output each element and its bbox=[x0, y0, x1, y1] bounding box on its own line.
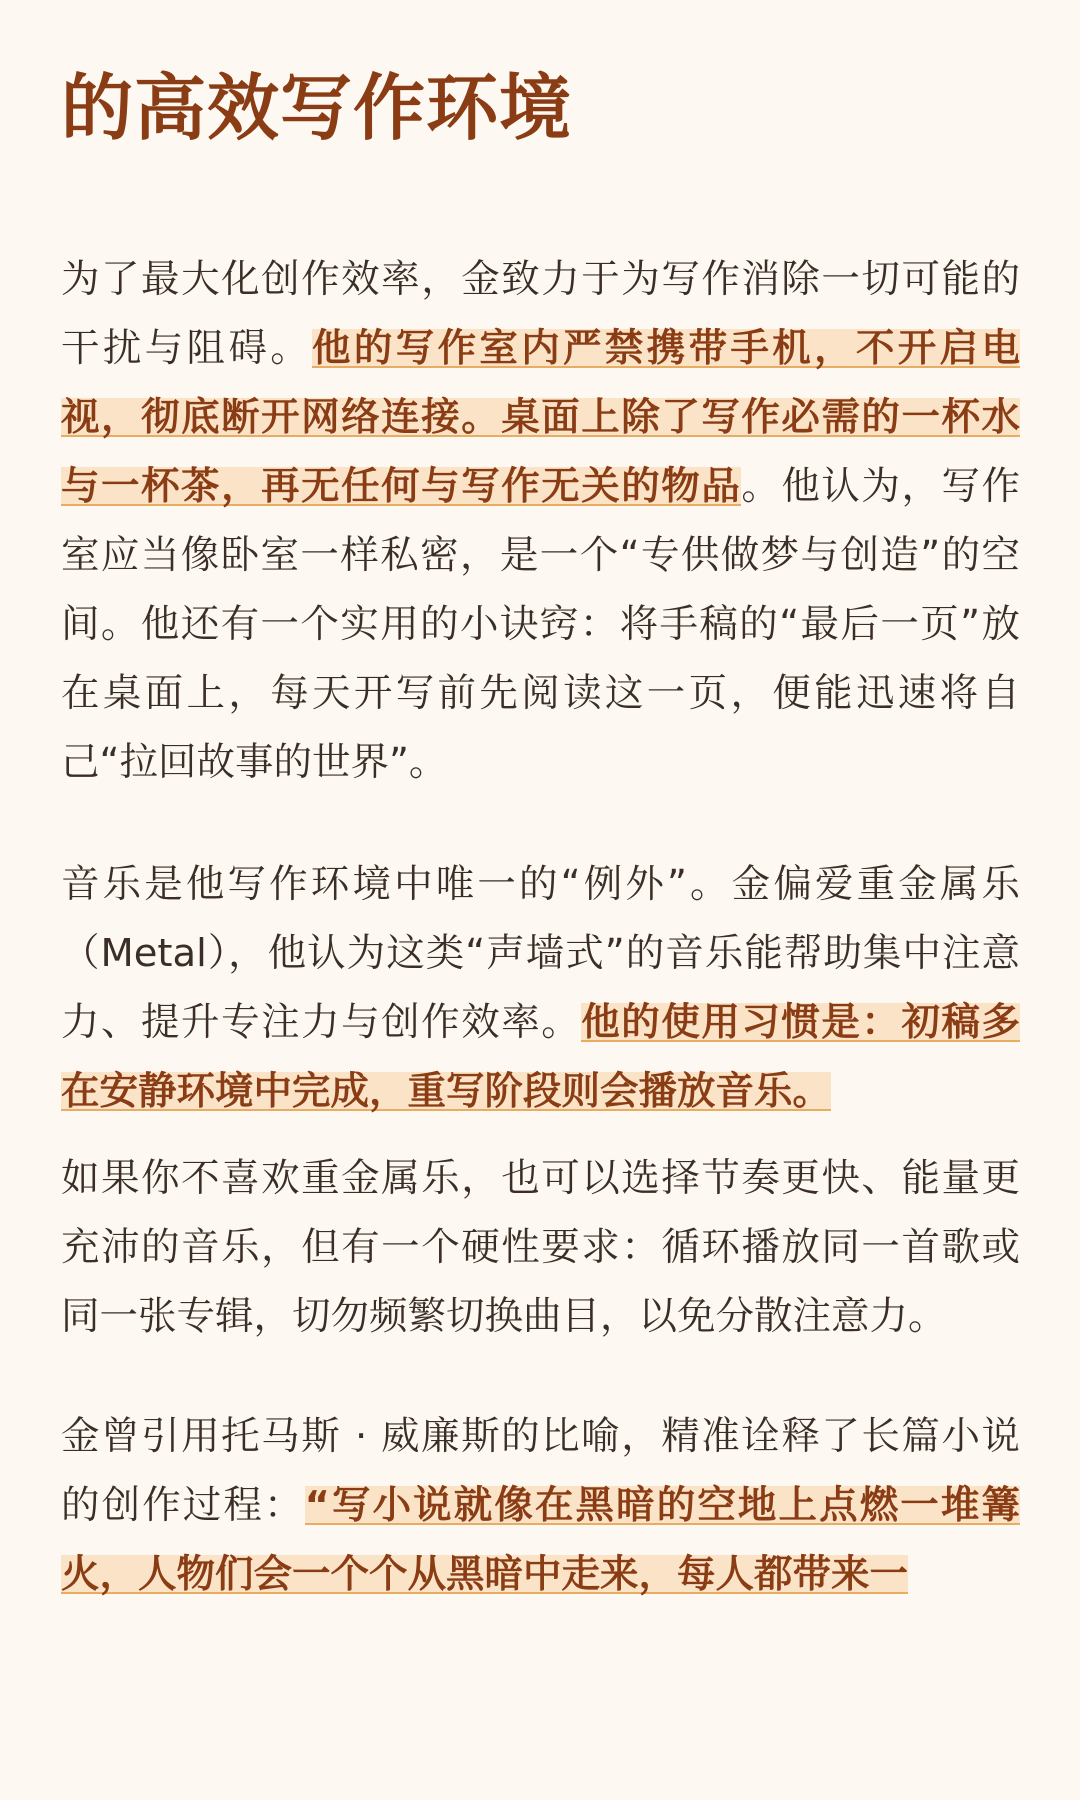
highlighted-text: 他的使用习惯是：初稿多在安静环境中完成，重写阶段则会播放音乐。 bbox=[61, 1000, 1020, 1114]
paragraph-music bbox=[61, 850, 1020, 1126]
highlighted-quote: “写小说就像在黑暗的空地上点燃一堆篝火，人物们会一个个从黑暗中走来，每人都带来一 bbox=[61, 1483, 1020, 1597]
paragraph-text: 音乐是他写作环境中唯一的“例外”。金偏爱重金属乐（Metal），他认为这类“声墙式”的音乐能帮助集中注意力、提升专注力与创作效率。 bbox=[61, 862, 1020, 1045]
paragraph-music-tip bbox=[61, 1144, 1020, 1351]
highlighted-text: 他的写作室内严禁携带手机，不开启电视，彻底断开网络连接。桌面上除了写作必需的一杯水与一杯茶，再无任何与写作无关的物品 bbox=[61, 326, 1020, 509]
paragraph-writing-room bbox=[61, 245, 1020, 797]
paragraph-text: 。他认为，写作室应当像卧室一样私密，是一个“专供做梦与创造”的空间。他还有一个实用的小诀窍：将手稿的“最后一页”放在桌面上，每天开写前先阅读这一页，便能迅速将自己“拉回故事的世界”。 bbox=[61, 464, 1020, 785]
article-title: 的高效写作环境 bbox=[61, 66, 573, 150]
paragraph-text: 如果你不喜欢重金属乐，也可以选择节奏更快、能量更充沛的音乐，但有一个硬性要求：循环播放同一首歌或同一张专辑，切勿频繁切换曲目，以免分散注意力。 bbox=[61, 1156, 1020, 1339]
paragraph-metaphor bbox=[61, 1402, 1020, 1609]
paragraph-text: 金曾引用托马斯 · 威廉斯的比喻，精准诠释了长篇小说的创作过程： bbox=[61, 1414, 1020, 1528]
paragraph-text: 为了最大化创作效率，金致力于为写作消除一切可能的干扰与阻碍。 bbox=[61, 257, 1020, 371]
